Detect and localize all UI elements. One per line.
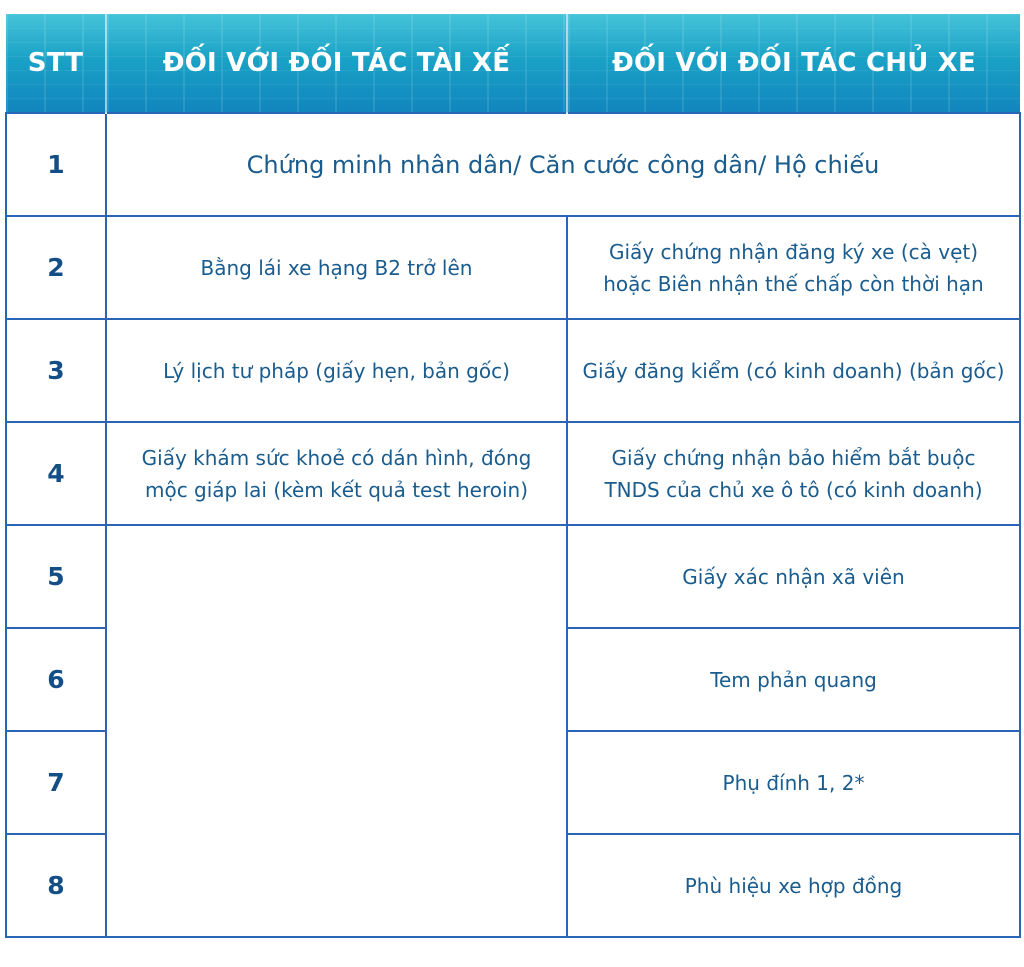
driver-requirement-cell: Lý lịch tư pháp (giấy hẹn, bản gốc) <box>106 319 567 422</box>
owner-requirement-cell: Tem phản quang <box>567 628 1020 731</box>
table-row <box>6 319 1020 422</box>
owner-requirement-cell: Phù hiệu xe hợp đồng <box>567 834 1020 937</box>
row-number: 4 <box>6 422 106 525</box>
header-stt: STT <box>6 14 106 113</box>
driver-requirement-cell: Giấy khám sức khoẻ có dán hình, đóng mộc giáp lai (kèm kết quả test heroin) <box>106 422 567 525</box>
table-row <box>6 525 1020 628</box>
required-documents-table <box>5 14 1021 938</box>
merged-requirement-cell: Chứng minh nhân dân/ Căn cước công dân/ Hộ chiếu <box>106 113 1020 216</box>
header-driver-partner: ĐỐI VỚI ĐỐI TÁC TÀI XẾ <box>106 14 567 113</box>
owner-requirement-cell: Giấy xác nhận xã viên <box>567 525 1020 628</box>
table-body <box>6 113 1020 937</box>
table-row <box>6 216 1020 319</box>
header-row <box>6 14 1020 113</box>
table-header <box>6 14 1020 113</box>
row-number: 5 <box>6 525 106 628</box>
driver-empty-merged-cell <box>106 525 567 937</box>
row-number: 6 <box>6 628 106 731</box>
row-number: 1 <box>6 113 106 216</box>
owner-requirement-cell: Giấy chứng nhận bảo hiểm bắt buộc TNDS của chủ xe ô tô (có kinh doanh) <box>567 422 1020 525</box>
row-number: 8 <box>6 834 106 937</box>
driver-requirement-cell: Bằng lái xe hạng B2 trở lên <box>106 216 567 319</box>
table-row <box>6 113 1020 216</box>
owner-requirement-cell: Phụ đính 1, 2* <box>567 731 1020 834</box>
table-row <box>6 422 1020 525</box>
header-owner-partner: ĐỐI VỚI ĐỐI TÁC CHỦ XE <box>567 14 1020 113</box>
row-number: 7 <box>6 731 106 834</box>
row-number: 3 <box>6 319 106 422</box>
owner-requirement-cell: Giấy đăng kiểm (có kinh doanh) (bản gốc) <box>567 319 1020 422</box>
owner-requirement-cell: Giấy chứng nhận đăng ký xe (cà vẹt) hoặc Biên nhận thế chấp còn thời hạn <box>567 216 1020 319</box>
row-number: 2 <box>6 216 106 319</box>
